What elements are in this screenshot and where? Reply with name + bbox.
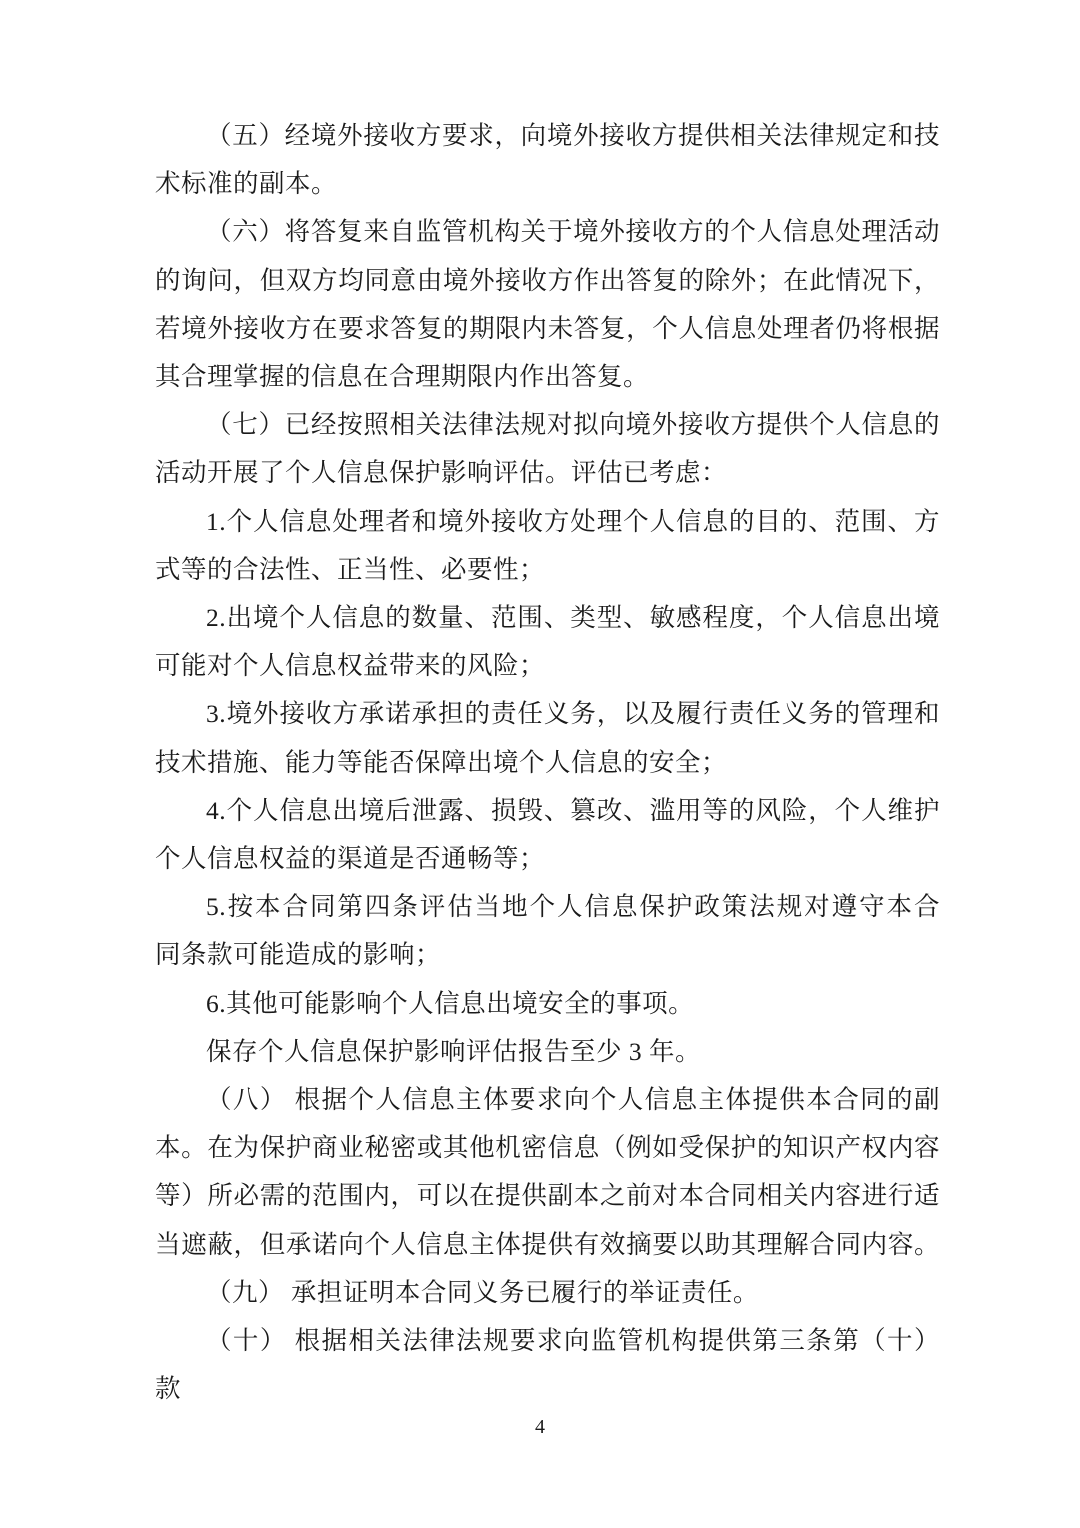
text-line: 4.个人信息出境后泄露、损毁、篡改、滥用等的风险，个人维护 bbox=[206, 795, 940, 825]
text-line: 其合理掌握的信息在合理期限内作出答复。 bbox=[155, 362, 650, 392]
text-line: 可能对个人信息权益带来的风险； bbox=[155, 651, 546, 681]
text-line: （十） 根据相关法律法规要求向监管机构提供第三条第（十）款 bbox=[155, 1326, 940, 1404]
text-line: （五）经境外接收方要求，向境外接收方提供相关法律规定和技 bbox=[206, 121, 940, 150]
page-footer bbox=[0, 1416, 1080, 1439]
text-line: 3.境外接收方承诺承担的责任义务，以及履行责任义务的管理和 bbox=[206, 699, 940, 729]
text-line: 本。在为保护商业秘密或其他机密信息（例如受保护的知识产权内容 bbox=[155, 1133, 940, 1163]
text-line: （七）已经按照相关法律法规对拟向境外接收方提供个人信息的 bbox=[206, 410, 940, 440]
contract-body-text bbox=[155, 112, 940, 1413]
text-line: 6.其他可能影响个人信息出境安全的事项。 bbox=[206, 988, 695, 1018]
page-number: 4 bbox=[535, 1416, 545, 1438]
text-line: 当遮蔽，但承诺向个人信息主体提供有效摘要以助其理解合同内容。 bbox=[155, 1229, 940, 1259]
text-line: （九） 承担证明本合同义务已履行的举证责任。 bbox=[206, 1277, 759, 1307]
text-line: （八） 根据个人信息主体要求向个人信息主体提供本合同的副 bbox=[206, 1085, 940, 1115]
text-line: 个人信息权益的渠道是否通畅等； bbox=[155, 844, 546, 874]
text-line: 2.出境个人信息的数量、范围、类型、敏感程度，个人信息出境 bbox=[206, 603, 940, 633]
text-line: （六）将答复来自监管机构关于境外接收方的个人信息处理活动 bbox=[206, 217, 940, 247]
text-line: 的询问，但双方均同意由境外接收方作出答复的除外；在此情况下， bbox=[155, 265, 940, 295]
text-line: 5.按本合同第四条评估当地个人信息保护政策法规对遵守本合 bbox=[206, 892, 940, 922]
text-line: 1.个人信息处理者和境外接收方处理个人信息的目的、范围、方 bbox=[206, 506, 940, 536]
text-line: 保存个人信息保护影响评估报告至少 3 年。 bbox=[206, 1036, 702, 1066]
text-line: 式等的合法性、正当性、必要性； bbox=[155, 554, 546, 584]
text-line: 活动开展了个人信息保护影响评估。评估已考虑： bbox=[155, 458, 728, 488]
text-line: 技术措施、能力等能否保障出境个人信息的安全； bbox=[155, 747, 728, 777]
text-line: 同条款可能造成的影响； bbox=[155, 940, 442, 970]
text-line: 术标准的副本。 bbox=[155, 169, 338, 199]
text-line: 等）所必需的范围内，可以在提供副本之前对本合同相关内容进行适 bbox=[155, 1181, 940, 1211]
text-line: 若境外接收方在要求答复的期限内未答复，个人信息处理者仍将根据 bbox=[155, 313, 940, 343]
